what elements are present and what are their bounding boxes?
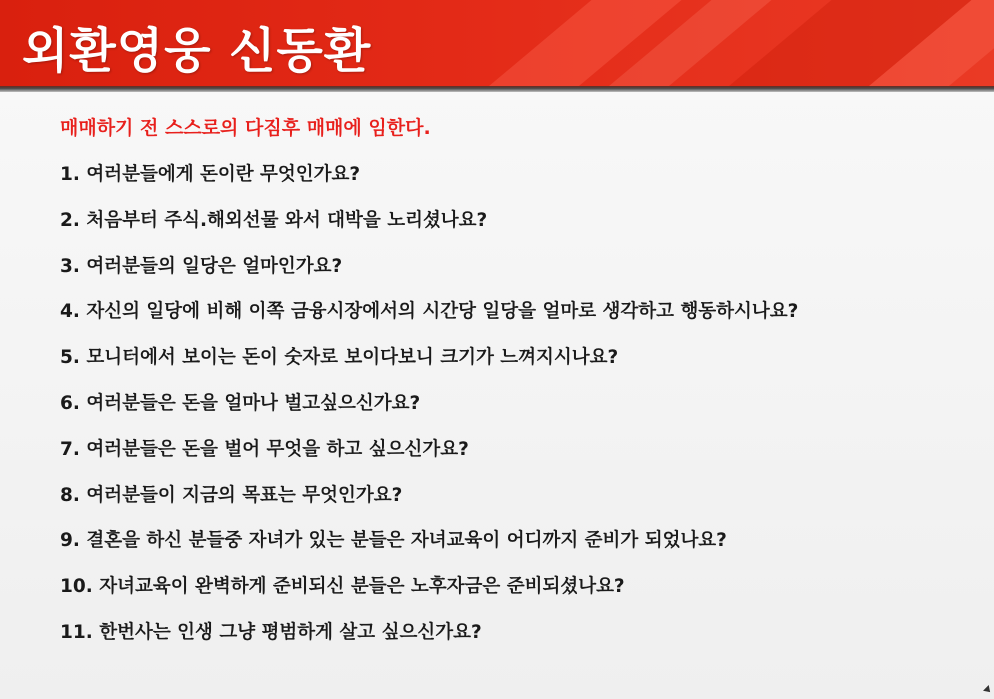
title-banner bbox=[0, 0, 994, 86]
question-item: 1. 여러분들에게 돈이란 무엇인가요? bbox=[60, 164, 361, 185]
question-item: 7. 여러분들은 돈을 벌어 무엇을 하고 싶으신가요? bbox=[60, 438, 469, 460]
question-item: 10. 자녀교육이 완벽하게 준비되신 분들은 노후자금은 준비되셨나요? bbox=[60, 576, 625, 598]
question-item: 6. 여러분들은 돈을 얼마나 벌고싶으신가요? bbox=[60, 392, 421, 414]
question-item: 5. 모니터에서 보이는 돈이 숫자로 보이다보니 크기가 느껴지시나요? bbox=[60, 347, 619, 369]
question-item: 3. 여러분들의 일당은 얼마인가요? bbox=[60, 255, 343, 277]
question-item: 2. 처음부터 주식.해외선물 와서 대박을 노리셨나요? bbox=[60, 209, 488, 231]
question-list bbox=[60, 160, 798, 664]
banner-divider bbox=[0, 86, 994, 92]
question-item: 8. 여러분들이 지금의 목표는 무엇인가요? bbox=[60, 484, 403, 506]
slide-title: 외환영웅 신동환 bbox=[22, 23, 372, 79]
question-item: 9. 결혼을 하신 분들중 자녀가 있는 분들은 자녀교육이 어디까지 준비가 되었나요? bbox=[60, 530, 727, 552]
question-item: 4. 자신의 일당에 비해 이쪽 금융시장에서의 시간당 일당을 얼마로 생각하고 행동하시나요? bbox=[60, 301, 799, 323]
question-item: 11. 한번사는 인생 그냥 평범하게 살고 싶으신가요? bbox=[60, 621, 482, 643]
slide-subtitle: 매매하기 전 스스로의 다짐후 매매에 임한다. bbox=[60, 117, 431, 139]
